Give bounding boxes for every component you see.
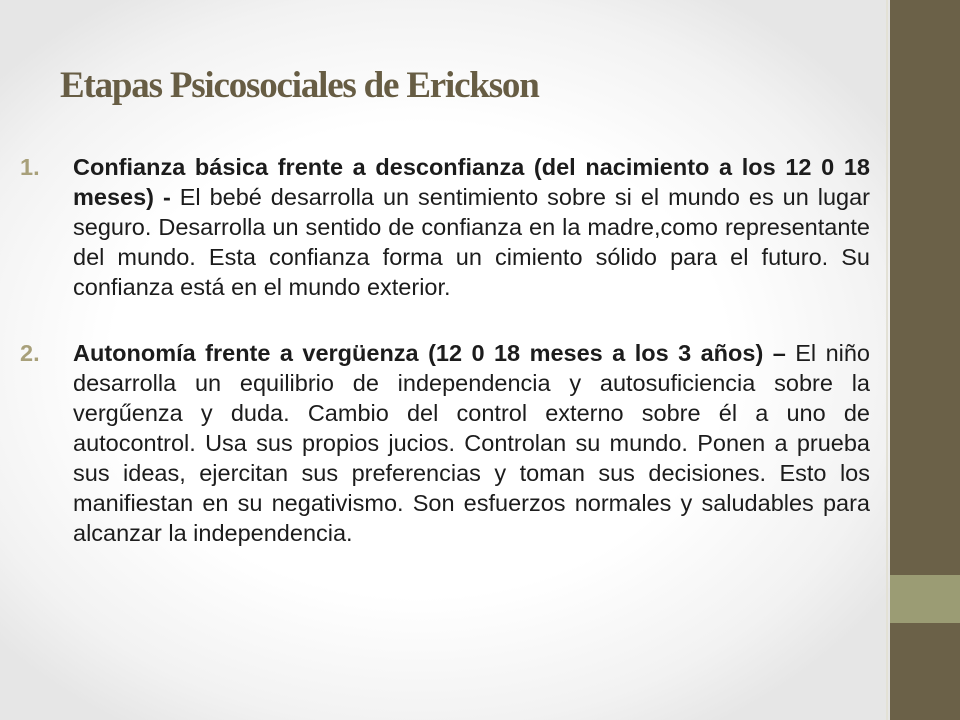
list-item-stage-1 (20, 152, 870, 302)
item-number: 1. (20, 154, 40, 180)
stage-list (20, 152, 870, 584)
item-heading: Confianza básica frente a desconfianza (del nacimiento a los 12 0 18 meses) - (73, 154, 870, 210)
side-accent-block (890, 575, 960, 623)
list-item-stage-2 (20, 338, 870, 548)
item-heading: Autonomía frente a vergüenza (12 0 18 meses a los 3 años) – (73, 340, 786, 366)
item-body: El bebé desarrolla un sentimiento sobre si el mundo es un lugar seguro. Desarrolla un sentido de confianza en la madre,como representante del mundo. Esta confianza forma un cimiento sólido para el futuro. Su confianza está en el mundo exterior. (73, 184, 870, 300)
item-body: El niño desarrolla un equilibrio de independencia y autosuficiencia sobre la vergűenza y duda. Cambio del control externo sobre él a uno de autocontrol. Usa sus propios jucios. Controlan su mundo. Ponen a prueba sus ideas, ejercitan sus preferencias y toman sus decisiones. Esto los manifiestan en su negativismo. Son esfuerzos normales y saludables para alcanzar la independencia. (73, 340, 871, 546)
side-bar-divider (886, 0, 888, 720)
item-number: 2. (20, 340, 40, 366)
slide-title: Etapas Psicosociales de Erickson (60, 65, 539, 106)
